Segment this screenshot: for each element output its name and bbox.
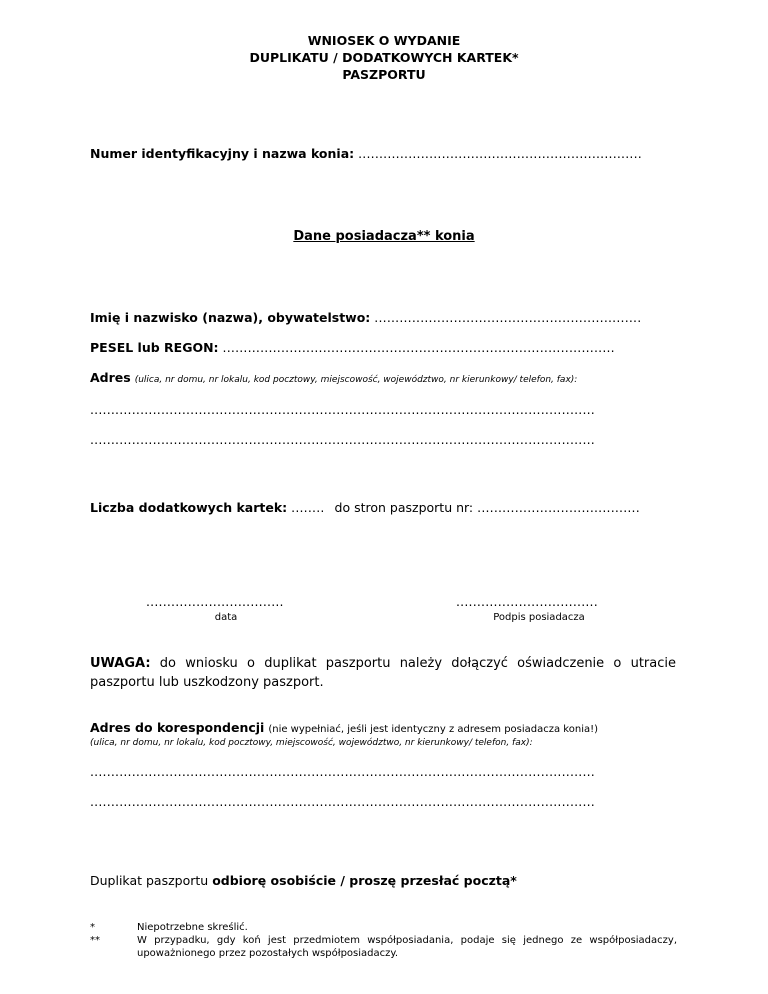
address-field-1[interactable]: ......................................................................................................................... <box>90 402 595 417</box>
warning-text: do wniosku o duplikat paszportu należy dołączyć oświadczenie o utracie paszportu lub uszkodzony paszport. <box>90 656 676 690</box>
owner-section-heading <box>0 229 768 244</box>
address-row <box>90 370 577 385</box>
correspondence-field-1[interactable]: ......................................................................................................................... <box>90 764 595 779</box>
address-hint: (ulica, nr domu, nr lokalu, kod pocztowy, miejscowość, województwo, nr kierunkowy/ telefon, fax): <box>134 375 578 385</box>
owner-name-field[interactable]: ................................................................ <box>374 310 642 325</box>
address-label: Adres <box>90 370 131 385</box>
title-line-3: PASZPORTU <box>342 67 426 82</box>
address-field-2[interactable]: ......................................................................................................................... <box>90 432 595 447</box>
pages-target-label: do stron paszportu nr: <box>334 500 474 515</box>
pages-count-label: Liczba dodatkowych kartek: <box>90 500 288 515</box>
signature-field[interactable]: .................................. <box>456 594 598 609</box>
date-field[interactable]: ................................. <box>146 594 284 609</box>
footnote-mark-2: ** <box>90 935 100 946</box>
pages-row <box>90 500 640 515</box>
horse-id-row <box>90 146 642 161</box>
pages-target-field[interactable]: ....................................... <box>477 500 640 515</box>
pesel-row <box>90 340 615 355</box>
correspondence-hint: (ulica, nr domu, nr lokalu, kod pocztowy, miejscowość, województwo, nr kierunkowy/ telefon, fax): <box>90 738 533 748</box>
warning-label: UWAGA: <box>90 656 151 671</box>
pesel-field[interactable]: .............................................................................................. <box>222 340 615 355</box>
owner-name-label: Imię i nazwisko (nazwa), obywatelstwo: <box>90 310 371 325</box>
horse-id-field[interactable]: .................................................................... <box>358 146 642 161</box>
signature-label: Podpis posiadacza <box>493 612 585 623</box>
owner-name-row <box>90 310 641 325</box>
footnote-mark-1: * <box>90 922 95 933</box>
warning-note <box>90 654 676 692</box>
horse-id-label: Numer identyfikacyjny i nazwa konia: <box>90 146 355 161</box>
date-label: data <box>214 612 238 623</box>
delivery-option[interactable]: odbiorę osobiście / proszę przesłać pocztą* <box>212 873 517 888</box>
pesel-label: PESEL lub REGON: <box>90 340 219 355</box>
correspondence-note: (nie wypełniać, jeśli jest identyczny z adresem posiadacza konia!) <box>268 724 599 735</box>
correspondence-row <box>90 720 598 735</box>
footnote-text-2: W przypadku, gdy koń jest przedmiotem współposiadania, podaje się jednego ze współposiadaczy, upoważnionego przez pozostałych współposiadaczy. <box>137 935 677 959</box>
title-line-1: WNIOSEK O WYDANIE <box>307 33 461 48</box>
owner-section-heading-text: Dane posiadacza** konia <box>293 229 475 244</box>
delivery-prefix: Duplikat paszportu <box>90 873 209 888</box>
correspondence-field-2[interactable]: ......................................................................................................................... <box>90 794 595 809</box>
footnote-text-1: Niepotrzebne skreślić. <box>137 922 248 933</box>
title-line-2: DUPLIKATU / DODATKOWYCH KARTEK* <box>249 50 519 65</box>
delivery-row <box>90 873 517 888</box>
pages-count-field[interactable]: ........ <box>291 500 325 515</box>
correspondence-label: Adres do korespondencji <box>90 720 265 735</box>
